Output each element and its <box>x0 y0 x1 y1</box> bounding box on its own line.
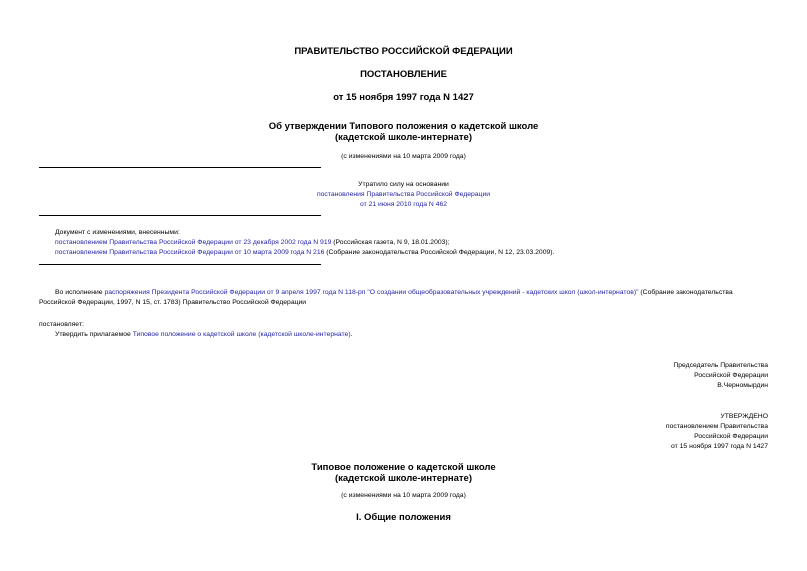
change-item <box>55 248 554 258</box>
amended-note: (с изменениями на 10 марта 2009 года) <box>341 153 466 160</box>
approved-date: от 15 ноября 1997 года N 1427 <box>671 443 768 450</box>
repeal-text: Утратило силу на основании <box>358 181 449 188</box>
document-title-line1: Об утверждении Типового положения о кадетской школе <box>268 121 539 132</box>
repeal-link-2[interactable]: от 21 июня 2010 года N 462 <box>359 201 448 208</box>
annex-amended-note: (с изменениями на 10 марта 2009 года) <box>341 492 466 499</box>
signature-position: Председатель Правительства <box>673 362 768 369</box>
regulation-link[interactable]: Типовое положение о кадетской школе (кадетской школе-интернате) <box>132 331 351 338</box>
signature-name: В.Черномырдин <box>717 382 768 389</box>
divider <box>39 215 321 216</box>
change-link[interactable]: постановлением Правительства Российской Федерации от 10 марта 2009 года N 216 <box>55 249 325 256</box>
divider <box>39 167 321 168</box>
preamble-text: (Собрание законодательства <box>638 289 733 296</box>
change-item <box>55 238 450 248</box>
changes-intro: Документ с изменениями, внесенными: <box>55 229 180 236</box>
annex-title-line1: Типовое положение о кадетской школе <box>311 462 496 473</box>
document-title-line2: (кадетской школе-интернате) <box>334 132 473 143</box>
document-type: ПОСТАНОВЛЕНИЕ <box>360 69 447 80</box>
change-source: (Российская газета, N 9, 18.01.2003); <box>331 239 450 246</box>
annex-title-line2: (кадетской школе-интернате) <box>334 473 473 484</box>
approved-by: постановлением Правительства <box>665 423 768 430</box>
divider <box>39 264 321 265</box>
president-order-link[interactable]: распоряжения Президента Российской Федерации от 9 апреля 1997 года N 118-рп <box>104 289 366 296</box>
signature-country: Российской Федерации <box>694 372 768 379</box>
approved-country: Российской Федерации <box>694 433 768 440</box>
change-source: (Собрание законодательства Российской Федерации, N 12, 23.03.2009). <box>324 249 555 256</box>
decides-text: постановляет: <box>39 321 84 328</box>
repeal-link-1[interactable]: постановления Правительства Российской Федерации <box>316 191 491 198</box>
document-date-number: от 15 ноября 1997 года N 1427 <box>333 92 474 103</box>
preamble-line2: Российской Федерации, 1997, N 15, ст. 1783) Правительство Российской Федерации <box>39 299 307 306</box>
section-heading: I. Общие положения <box>356 512 451 523</box>
government-heading: ПРАВИТЕЛЬСТВО РОССИЙСКОЙ ФЕДЕРАЦИИ <box>294 46 513 57</box>
approve-text: . <box>350 331 353 338</box>
preamble-line1 <box>55 288 775 298</box>
approve-paragraph <box>55 330 353 340</box>
change-link[interactable]: постановлением Правительства Российской Федерации от 23 декабря 2002 года N 919 <box>55 239 332 246</box>
approve-text: Утвердить прилагаемое <box>55 331 133 338</box>
preamble-text: Во исполнение <box>55 289 105 296</box>
approved-stamp: УТВЕРЖДЕНО <box>720 413 768 420</box>
order-title-link[interactable]: "О создании общеобразовательных учреждений - кадетских школ (школ-интернатов)" <box>367 289 639 296</box>
